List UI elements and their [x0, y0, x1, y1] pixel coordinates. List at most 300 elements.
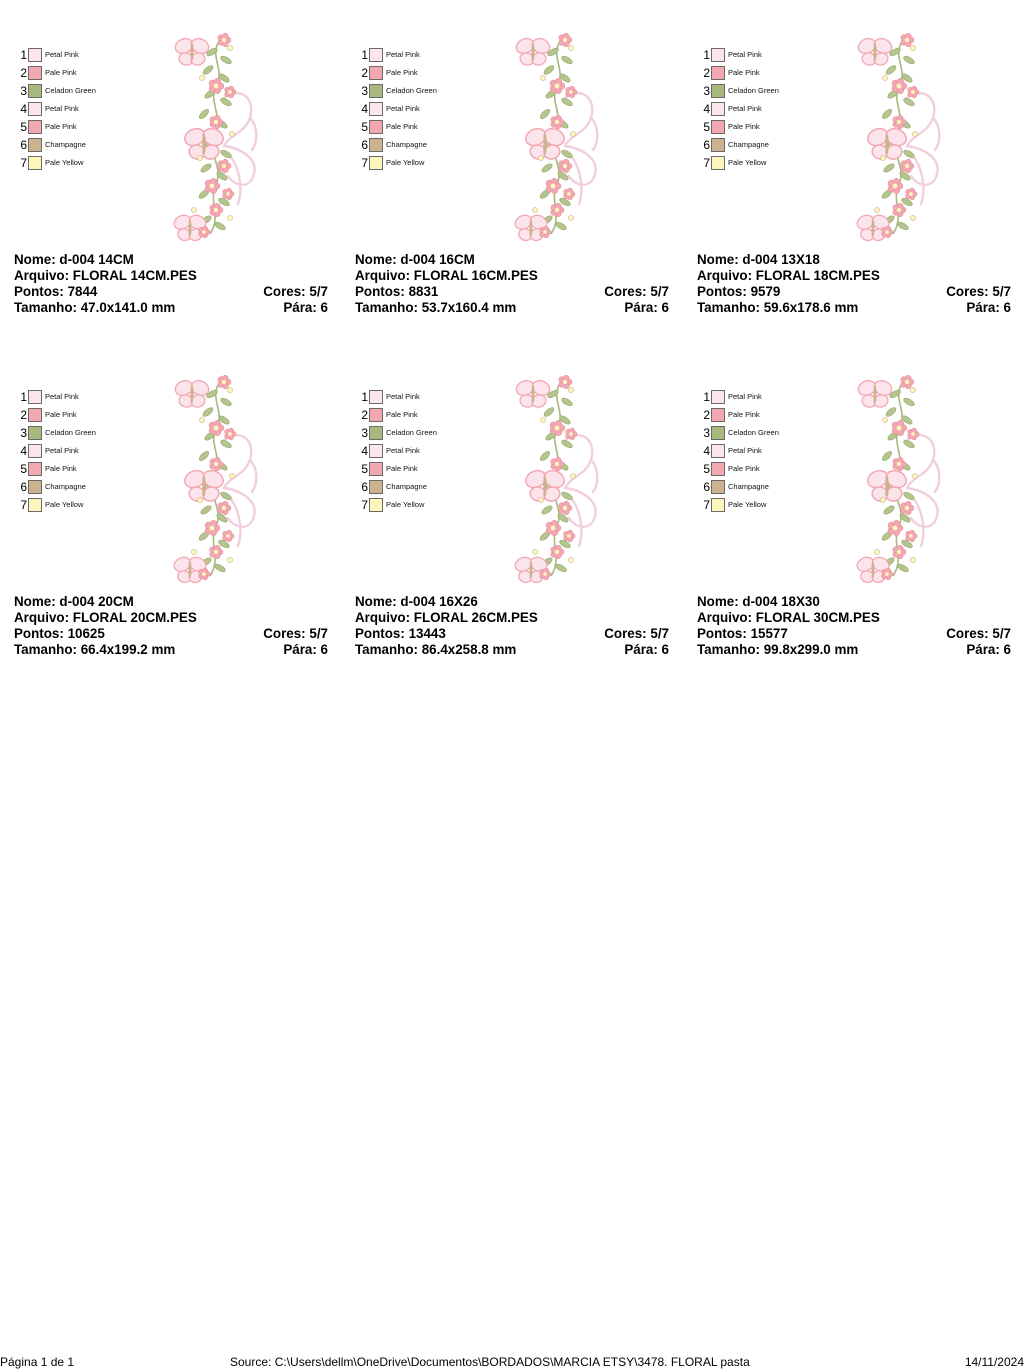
- design-name: [14, 594, 134, 610]
- thread-name: Celadon Green: [728, 428, 779, 437]
- stop-count-label: Pára:: [624, 642, 658, 657]
- bow-ribbon: [907, 435, 939, 546]
- color-count: [946, 284, 1011, 300]
- info-row: [697, 252, 1011, 268]
- thread-swatch: [28, 444, 42, 458]
- thread-name: Pale Pink: [386, 68, 418, 77]
- stop-count: [966, 300, 1011, 316]
- design-name: [697, 252, 820, 268]
- color-count: [604, 284, 669, 300]
- design-name: [14, 252, 134, 268]
- thread-name: Champagne: [386, 140, 427, 149]
- design-file: [355, 610, 538, 626]
- color-count-value: 5/7: [650, 284, 669, 299]
- thread-row: [359, 64, 437, 82]
- stitch-count-value: 10625: [67, 626, 105, 641]
- thread-swatch: [28, 120, 42, 134]
- thread-row: [18, 46, 96, 64]
- info-row: [355, 300, 669, 316]
- design-file-label: Arquivo:: [14, 268, 70, 283]
- flower: [218, 33, 231, 47]
- flower: [550, 420, 565, 435]
- thread-number: 6: [703, 480, 710, 494]
- bow-ribbon: [224, 435, 256, 546]
- thread-number: 4: [20, 102, 27, 116]
- butterfly: [514, 36, 552, 67]
- design-file-label: Arquivo:: [14, 610, 70, 625]
- flower: [559, 501, 572, 515]
- design-name-label: Nome:: [14, 252, 56, 267]
- design-name-label: Nome:: [355, 594, 397, 609]
- thread-swatch: [369, 48, 383, 62]
- thread-name: Champagne: [45, 482, 86, 491]
- thread-number: 1: [20, 390, 27, 404]
- design-size: [355, 642, 516, 658]
- thread-swatch: [711, 120, 725, 134]
- thread-row: [359, 478, 437, 496]
- butterfly: [865, 467, 909, 503]
- thread-name: Petal Pink: [386, 50, 420, 59]
- thread-number: 5: [20, 462, 27, 476]
- thread-number: 4: [361, 102, 368, 116]
- flower: [906, 530, 918, 542]
- footer-source: Source: C:\Users\dellm\OneDrive\Documentos\BORDADOS\MARCIA ETSY\3478. FLORAL pasta: [230, 1355, 750, 1369]
- thread-number: 2: [361, 66, 368, 80]
- thread-swatch: [369, 102, 383, 116]
- design-size: [697, 642, 858, 658]
- flower: [551, 203, 564, 217]
- thread-row: [701, 100, 779, 118]
- flower: [908, 428, 920, 440]
- design-card: [0, 362, 328, 662]
- stitch-count-label: Pontos:: [14, 626, 64, 641]
- thread-swatch: [711, 444, 725, 458]
- thread-name: Champagne: [728, 482, 769, 491]
- design-size: [697, 300, 858, 316]
- butterfly: [173, 378, 211, 409]
- thread-name: Pale Pink: [45, 464, 77, 473]
- thread-swatch: [369, 156, 383, 170]
- thread-number: 6: [703, 138, 710, 152]
- info-row: [697, 610, 1011, 626]
- info-row: [14, 300, 328, 316]
- stop-count: [966, 642, 1011, 658]
- flower: [901, 159, 914, 173]
- info-row: [697, 594, 1011, 610]
- color-count-label: Cores:: [604, 284, 647, 299]
- thread-number: 6: [20, 480, 27, 494]
- thread-number: 3: [20, 426, 27, 440]
- thread-swatch: [369, 462, 383, 476]
- color-count: [263, 284, 328, 300]
- thread-name: Petal Pink: [45, 50, 79, 59]
- color-count: [263, 626, 328, 642]
- flower: [908, 86, 920, 98]
- thread-row: [359, 154, 437, 172]
- flower: [901, 375, 914, 389]
- thread-swatch: [711, 462, 725, 476]
- thread-swatch: [28, 408, 42, 422]
- footer-page: Página 1 de 1: [0, 1355, 75, 1369]
- thread-row: [359, 46, 437, 64]
- info-row: [14, 610, 328, 626]
- info-row: [14, 594, 328, 610]
- thread-number: 6: [361, 480, 368, 494]
- butterfly: [856, 378, 894, 409]
- design-file-label: Arquivo:: [697, 610, 753, 625]
- flower: [218, 375, 231, 389]
- design-file: [14, 268, 197, 284]
- info-row: [697, 300, 1011, 316]
- design-name-value: d-004 20CM: [59, 594, 134, 609]
- thread-number: 1: [703, 390, 710, 404]
- stitch-count-value: 8831: [408, 284, 439, 299]
- thread-name: Pale Pink: [728, 122, 760, 131]
- thread-swatch: [28, 84, 42, 98]
- stop-count-label: Pára:: [283, 300, 317, 315]
- stop-count-label: Pára:: [283, 642, 317, 657]
- thread-swatch: [28, 498, 42, 512]
- butterfly: [514, 378, 552, 409]
- thread-swatch: [369, 480, 383, 494]
- thread-row: [359, 496, 437, 514]
- thread-number: 7: [361, 156, 368, 170]
- thread-number: 3: [20, 84, 27, 98]
- thread-row: [18, 406, 96, 424]
- design-name: [355, 594, 478, 610]
- thread-name: Pale Pink: [728, 464, 760, 473]
- stitch-count-label: Pontos:: [14, 284, 64, 299]
- design-file: [14, 610, 197, 626]
- thread-name: Petal Pink: [728, 446, 762, 455]
- thread-number: 7: [703, 156, 710, 170]
- design-card: [0, 20, 328, 320]
- embroidery-preview: [505, 26, 605, 244]
- thread-name: Celadon Green: [386, 428, 437, 437]
- info-row: [14, 642, 328, 658]
- stitch-count: [14, 626, 105, 642]
- thread-swatch: [711, 48, 725, 62]
- thread-name: Champagne: [728, 140, 769, 149]
- thread-name: Pale Yellow: [45, 500, 84, 509]
- thread-row: [359, 406, 437, 424]
- stitch-count-value: 15577: [750, 626, 788, 641]
- design-size-value: 59.6x178.6 mm: [763, 300, 859, 315]
- flower: [566, 86, 578, 98]
- thread-row: [359, 424, 437, 442]
- butterfly: [182, 125, 226, 161]
- design-info: [697, 594, 1011, 658]
- thread-name: Petal Pink: [45, 392, 79, 401]
- thread-number: 5: [361, 120, 368, 134]
- thread-number: 5: [703, 120, 710, 134]
- thread-name: Petal Pink: [728, 104, 762, 113]
- design-file-value: FLORAL 16CM.PES: [413, 268, 538, 283]
- color-count-value: 5/7: [992, 284, 1011, 299]
- thread-number: 1: [703, 48, 710, 62]
- flower: [551, 545, 564, 559]
- info-row: [14, 626, 328, 642]
- thread-name: Champagne: [386, 482, 427, 491]
- flower: [906, 188, 918, 200]
- thread-number: 6: [361, 138, 368, 152]
- design-info: [14, 594, 328, 658]
- thread-name: Celadon Green: [386, 86, 437, 95]
- design-file: [697, 610, 880, 626]
- info-row: [697, 284, 1011, 300]
- thread-swatch: [711, 426, 725, 440]
- thread-swatch: [711, 498, 725, 512]
- thread-row: [18, 136, 96, 154]
- thread-palette: [701, 46, 779, 172]
- thread-palette: [18, 388, 96, 514]
- butterfly: [182, 467, 226, 503]
- thread-swatch: [28, 48, 42, 62]
- thread-name: Pale Pink: [45, 410, 77, 419]
- thread-row: [701, 478, 779, 496]
- thread-palette: [18, 46, 96, 172]
- thread-row: [701, 154, 779, 172]
- info-row: [697, 642, 1011, 658]
- design-name-value: d-004 18X30: [742, 594, 820, 609]
- flower: [209, 78, 224, 93]
- thread-row: [359, 118, 437, 136]
- thread-name: Pale Yellow: [728, 158, 767, 167]
- thread-row: [18, 118, 96, 136]
- butterfly: [865, 125, 909, 161]
- info-row: [355, 642, 669, 658]
- embroidery-preview: [164, 368, 264, 586]
- design-file: [697, 268, 880, 284]
- thread-number: 3: [703, 426, 710, 440]
- design-name: [355, 252, 475, 268]
- embroidery-preview: [847, 26, 947, 244]
- color-count-value: 5/7: [309, 626, 328, 641]
- thread-row: [701, 118, 779, 136]
- stop-count: [624, 642, 669, 658]
- thread-row: [701, 388, 779, 406]
- thread-swatch: [711, 102, 725, 116]
- thread-number: 7: [361, 498, 368, 512]
- design-name-label: Nome:: [14, 594, 56, 609]
- thread-name: Pale Pink: [386, 410, 418, 419]
- info-row: [697, 268, 1011, 284]
- thread-swatch: [369, 138, 383, 152]
- thread-number: 2: [703, 408, 710, 422]
- thread-swatch: [369, 444, 383, 458]
- design-name-label: Nome:: [697, 252, 739, 267]
- thread-name: Pale Yellow: [45, 158, 84, 167]
- design-card: [683, 362, 1011, 662]
- thread-name: Pale Yellow: [386, 500, 425, 509]
- thread-row: [359, 136, 437, 154]
- thread-row: [701, 424, 779, 442]
- thread-name: Petal Pink: [45, 104, 79, 113]
- thread-name: Petal Pink: [386, 392, 420, 401]
- thread-palette: [359, 46, 437, 172]
- thread-row: [18, 424, 96, 442]
- info-row: [355, 594, 669, 610]
- flower: [893, 203, 906, 217]
- thread-swatch: [711, 480, 725, 494]
- thread-number: 4: [361, 444, 368, 458]
- design-name-label: Nome:: [355, 252, 397, 267]
- stop-count-value: 6: [320, 642, 328, 657]
- stop-count-value: 6: [1003, 642, 1011, 657]
- bow-ribbon: [565, 93, 597, 204]
- design-size: [14, 642, 175, 658]
- design-size-label: Tamanho:: [697, 642, 760, 657]
- stop-count-label: Pára:: [966, 300, 1000, 315]
- thread-swatch: [369, 426, 383, 440]
- color-count: [946, 626, 1011, 642]
- flower: [550, 78, 565, 93]
- thread-swatch: [369, 408, 383, 422]
- thread-name: Petal Pink: [386, 104, 420, 113]
- stitch-count: [355, 284, 438, 300]
- thread-number: 1: [361, 390, 368, 404]
- thread-swatch: [28, 462, 42, 476]
- thread-swatch: [28, 426, 42, 440]
- embroidery-preview: [164, 26, 264, 244]
- butterfly: [173, 36, 211, 67]
- thread-row: [701, 406, 779, 424]
- thread-row: [701, 496, 779, 514]
- stop-count: [624, 300, 669, 316]
- flower: [225, 86, 237, 98]
- stop-count-value: 6: [320, 300, 328, 315]
- design-file-value: FLORAL 18CM.PES: [755, 268, 880, 283]
- thread-swatch: [369, 84, 383, 98]
- stitch-count: [697, 284, 780, 300]
- stitch-count-value: 9579: [750, 284, 781, 299]
- thread-swatch: [711, 84, 725, 98]
- flower: [223, 530, 235, 542]
- design-size-value: 47.0x141.0 mm: [80, 300, 176, 315]
- stop-count-value: 6: [661, 642, 669, 657]
- stitch-count: [355, 626, 446, 642]
- stop-count-value: 6: [1003, 300, 1011, 315]
- thread-number: 4: [703, 444, 710, 458]
- thread-swatch: [369, 498, 383, 512]
- thread-row: [359, 100, 437, 118]
- thread-number: 3: [361, 426, 368, 440]
- thread-row: [359, 460, 437, 478]
- thread-row: [359, 442, 437, 460]
- stitch-count-label: Pontos:: [355, 284, 405, 299]
- flower: [199, 568, 211, 580]
- thread-row: [18, 442, 96, 460]
- info-row: [14, 268, 328, 284]
- thread-number: 2: [703, 66, 710, 80]
- thread-number: 4: [20, 444, 27, 458]
- color-count-value: 5/7: [650, 626, 669, 641]
- design-info: [14, 252, 328, 316]
- design-size-value: 66.4x199.2 mm: [80, 642, 176, 657]
- info-row: [697, 626, 1011, 642]
- design-name-value: d-004 16X26: [400, 594, 478, 609]
- thread-number: 3: [361, 84, 368, 98]
- thread-number: 3: [703, 84, 710, 98]
- thread-row: [18, 460, 96, 478]
- thread-palette: [359, 388, 437, 514]
- thread-row: [359, 388, 437, 406]
- info-row: [355, 626, 669, 642]
- design-size: [355, 300, 516, 316]
- stop-count: [283, 300, 328, 316]
- stitch-count-value: 13443: [408, 626, 446, 641]
- stitch-count-label: Pontos:: [355, 626, 405, 641]
- thread-swatch: [369, 66, 383, 80]
- thread-row: [18, 388, 96, 406]
- thread-swatch: [28, 102, 42, 116]
- butterfly: [523, 125, 567, 161]
- thread-name: Pale Pink: [386, 122, 418, 131]
- thread-name: Celadon Green: [45, 86, 96, 95]
- flower: [209, 420, 224, 435]
- thread-name: Celadon Green: [45, 428, 96, 437]
- design-card: [341, 362, 669, 662]
- thread-row: [359, 82, 437, 100]
- flower: [210, 203, 223, 217]
- design-card: [683, 20, 1011, 320]
- flower: [218, 501, 231, 515]
- thread-row: [701, 46, 779, 64]
- thread-name: Pale Pink: [386, 464, 418, 473]
- embroidery-preview: [847, 368, 947, 586]
- thread-name: Pale Pink: [728, 68, 760, 77]
- flower: [559, 375, 572, 389]
- thread-row: [18, 64, 96, 82]
- thread-number: 7: [20, 498, 27, 512]
- design-file-value: FLORAL 14CM.PES: [72, 268, 197, 283]
- flower: [199, 226, 211, 238]
- design-size-label: Tamanho:: [355, 300, 418, 315]
- thread-swatch: [711, 390, 725, 404]
- thread-name: Pale Yellow: [728, 500, 767, 509]
- design-name-label: Nome:: [697, 594, 739, 609]
- info-row: [355, 268, 669, 284]
- thread-number: 2: [20, 66, 27, 80]
- thread-name: Petal Pink: [386, 446, 420, 455]
- flower: [892, 420, 907, 435]
- thread-row: [18, 496, 96, 514]
- thread-number: 1: [20, 48, 27, 62]
- embroidery-preview: [505, 368, 605, 586]
- flower: [540, 568, 552, 580]
- design-size-label: Tamanho:: [355, 642, 418, 657]
- flower: [901, 33, 914, 47]
- stop-count-label: Pára:: [966, 642, 1000, 657]
- flower: [564, 188, 576, 200]
- design-file-value: FLORAL 20CM.PES: [72, 610, 197, 625]
- design-name-value: d-004 16CM: [400, 252, 475, 267]
- thread-row: [701, 136, 779, 154]
- thread-row: [701, 460, 779, 478]
- stitch-count: [14, 284, 97, 300]
- design-size-label: Tamanho:: [14, 642, 77, 657]
- thread-swatch: [711, 138, 725, 152]
- thread-row: [701, 82, 779, 100]
- thread-row: [18, 478, 96, 496]
- color-count-label: Cores:: [263, 626, 306, 641]
- thread-name: Champagne: [45, 140, 86, 149]
- design-size-value: 99.8x299.0 mm: [763, 642, 859, 657]
- thread-swatch: [711, 408, 725, 422]
- info-row: [355, 284, 669, 300]
- design-info: [355, 252, 669, 316]
- design-name-value: d-004 13X18: [742, 252, 820, 267]
